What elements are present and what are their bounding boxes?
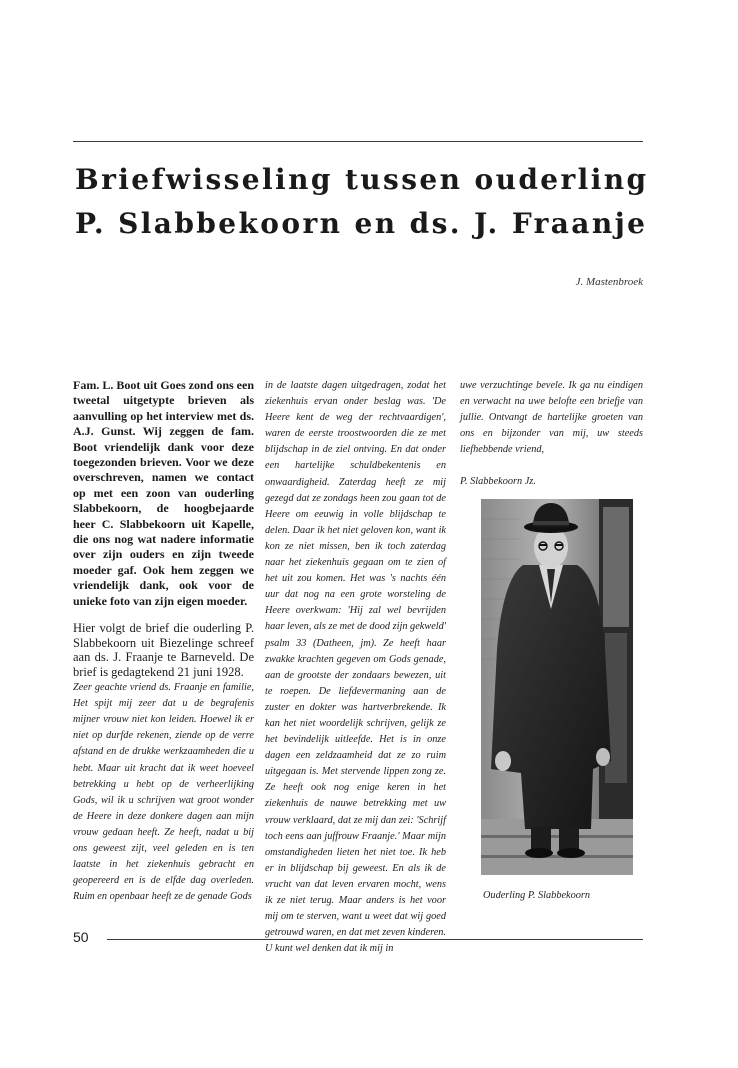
letter-text-part-1: Zeer geachte vriend ds. Fraanje en familie, Het spijt mij zeer dat u de begrafenis mijner vrouw niet kon leiden. Hoewel ik er niet op durfde rekenen, ziende op de verre afstand en de drukke werkzaamheden die u hebt. Maar uit kracht dat ik weet hoeveel betrekking u hebt op de verheerlijking Gods, wil ik u schrijven wat groot wonder de Heere in deze donkere dagen aan mijn vrouw gedaan heeft. Ze heeft, nadat u bij ons geweest zijt, veel geleden en is ten laatste in het ziekenhuis gebracht en geopereerd en is de elfde dag overleden. Ruim en openbaar heeft ze de genade Gods — [73, 682, 254, 903]
column-2 — [265, 378, 446, 957]
letter-introduction: Hier volgt de brief die ouderling P. Slabbekoorn uit Biezelinge schreef aan ds. J. Fraanje te Barneveld. De brief is gedagtekend 21 juni 1928. — [73, 621, 254, 679]
portrait-photo — [481, 499, 633, 875]
letter-text-part-2: in de laatste dagen uitgedragen, zodat het ziekenhuis ervan onder beslag was. 'De Heere kent de weg der rechtvaardigen', waren de eerste troostwoorden die ze met blijdschap in de ziel ontving. En dat onder een hartelijke schuldbekentenis en onwaardigheid. Zaterdag heeft ze mij gezegd dat ze zondags heen zou gaan tot de Heere om eeuwig in volle blijdschap te delen. Daar ik het niet geloven kon, want ik kon ze niet missen, ben ik toch zaterdag naar het ziekenhuis gegaan om te zien of het uit zou komen. Het was 's nachts één uur dat nog na een grote worsteling de Heere overkwam: 'Hij zal wel bevrijden haar leven, als ze met de dood zijn gekweld' psalm 33 (Datheen, jm). Ze heeft haar zwakke krachten gegeven om Gods genade, aan de grootste der zondaars bewezen, uit te roepen. De liefdevermaning aan de zuster en dokter was hartverbrekende. Ik kan het niet woordelijk schrijven, gelijk ze het bevindelijk uitleefde. Het is in onze dagen een zeldzaamheid dat ze zo ruim uitgegaan is. Met stervende lippen zong ze. Ze heeft ook nog enige keren in het ziekenhuis de nauwe betrekking met uw vrouw verklaard, dat ze mij dan zei: 'Schrijf toch eens aan juffrouw Fraanje.' Maar mijn omstandigheden lieten het niet toe. Ik heb er in blijdschap bij geweest. En als ik de vrucht van dat leven ervaren mocht, wens ik ze niet terug. Maar anders is het voor mij om te sterven, want u weet dat wij goed getrouwd waren, en dat met zeven kinderen. U kunt wel denken dat ik mij in — [265, 380, 446, 955]
intro-paragraph: Fam. L. Boot uit Goes zond ons een tweetal uitgetypte brieven als aanvulling op het interview met ds. A.J. Gunst. Wij zeggen de fam. Boot vriendelijk dank voor deze toegezonden brieven. Voor we deze overschreven, namen we contact op met een zoon van ouderling Slabbekoorn, de hoogbejaarde heer C. Slabbekoorn uit Kapelle, die ons nog wat nadere informatie over zijn ouders en zijn tweede moeder gaf. Ook hem zeggen we vriendelijk dank, ook voor de unieke foto van zijn eigen moeder. — [73, 378, 255, 608]
page-number: 50 — [73, 929, 89, 945]
article-title — [75, 158, 675, 246]
photo-caption: Ouderling P. Slabbekoorn — [483, 890, 591, 901]
column-1 — [73, 378, 254, 905]
letter-signature: P. Slabbekoorn Jz. — [460, 476, 536, 488]
letter-text-part-3: uwe verzuchtinge bevele. Ik ga nu eindigen en verwacht na uwe belofte een briefje van jullie. Ontvangt de hartelijke groeten van ons en bijzonder van mij, uw steeds liefhebbende vriend, — [460, 380, 643, 456]
title-line-1: Briefwisseling tussen ouderling — [75, 163, 649, 196]
title-line-2: P. Slabbekoorn en ds. J. Fraanje — [75, 207, 648, 240]
column-3 — [460, 378, 643, 489]
bottom-rule — [107, 939, 643, 940]
top-rule — [73, 141, 643, 142]
author-byline: J. Mastenbroek — [575, 276, 643, 288]
